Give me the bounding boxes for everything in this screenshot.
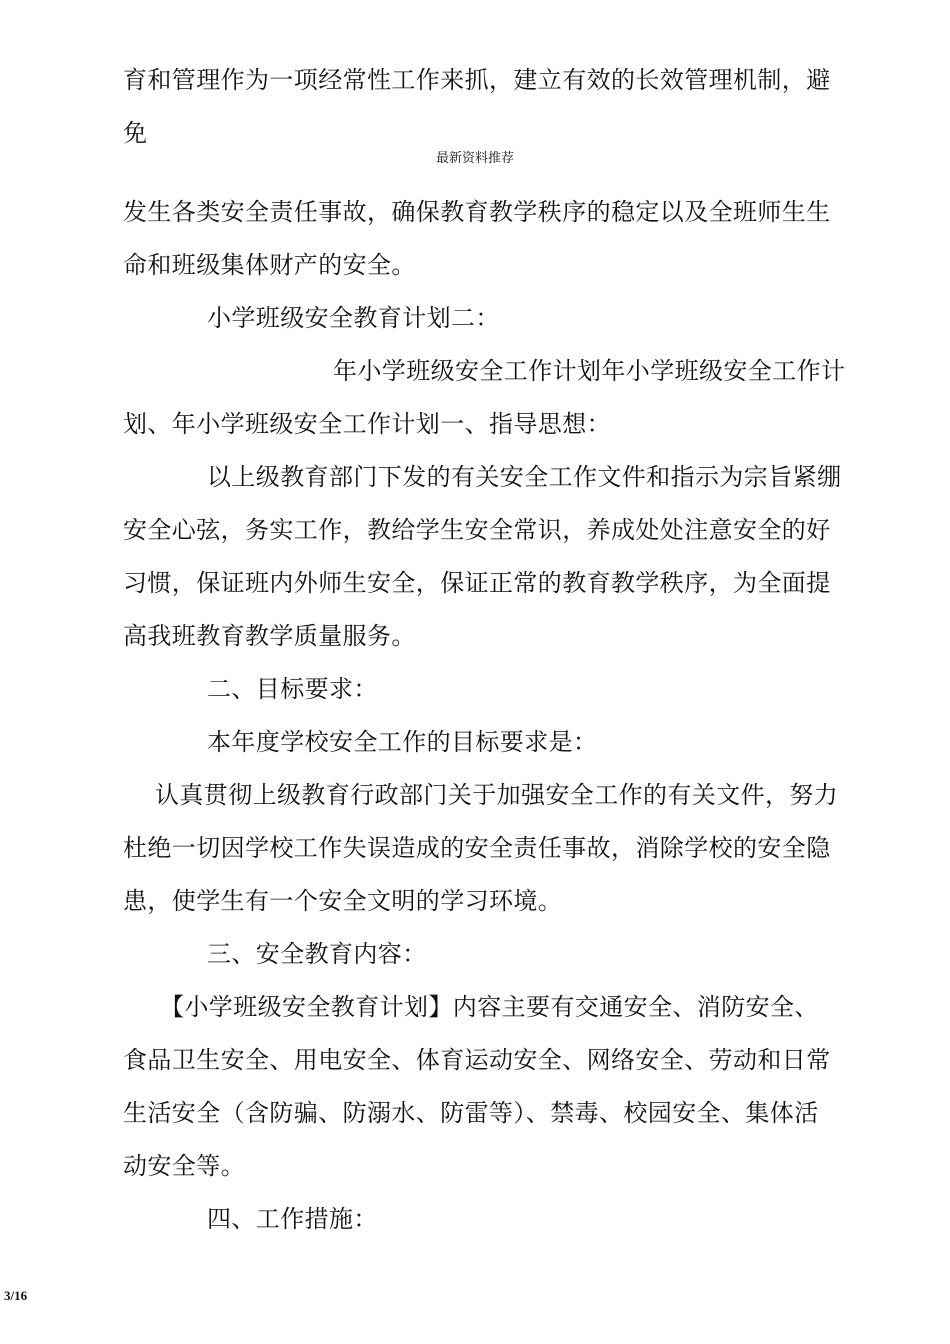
page-header: 最新资料推荐	[435, 151, 514, 166]
body-text-line: 免	[123, 119, 148, 147]
body-text-line: 高我班教育教学质量服务。	[123, 622, 416, 650]
body-text-line: 发生各类安全责任事故，确保教育教学秩序的稳定以及全班师生生	[123, 198, 831, 226]
body-text-line: 食品卫生安全、用电安全、体育运动安全、网络安全、劳动和日常	[123, 1046, 831, 1074]
body-text-line: 患，使学生有一个安全文明的学习环境。	[123, 887, 563, 915]
section-heading: 小学班级安全教育计划二：	[207, 304, 500, 332]
section-heading: 二、目标要求：	[207, 675, 378, 703]
section-heading: 三、安全教育内容：	[207, 940, 427, 968]
body-text-line: 划、年小学班级安全工作计划一、指导思想：	[123, 410, 611, 438]
body-text-line: 习惯，保证班内外师生安全，保证正常的教育教学秩序，为全面提	[123, 569, 831, 597]
body-text-line: 年小学班级安全工作计划年小学班级安全工作计	[333, 357, 846, 385]
body-text-line: 【小学班级安全教育计划】内容主要有交通安全、消防安全、	[160, 993, 819, 1021]
body-text-line: 本年度学校安全工作的目标要求是：	[207, 728, 598, 756]
section-heading: 四、工作措施：	[207, 1205, 378, 1233]
body-text-line: 杜绝一切因学校工作失误造成的安全责任事故，消除学校的安全隐	[123, 834, 831, 862]
body-text-line: 生活安全（含防骗、防溺水、防雷等）、禁毒、校园安全、集体活	[123, 1099, 819, 1127]
body-text-line: 以上级教育部门下发的有关安全工作文件和指示为宗旨紧绷	[207, 463, 842, 491]
page-number: 3/16	[4, 1288, 28, 1303]
body-text-line: 育和管理作为一项经常性工作来抓，建立有效的长效管理机制，避	[123, 66, 831, 94]
body-text-line: 安全心弦，务实工作，教给学生安全常识，养成处处注意安全的好	[123, 516, 831, 544]
body-text-line: 动安全等。	[123, 1152, 245, 1180]
body-text-line: 命和班级集体财产的安全。	[123, 251, 416, 279]
body-text-line: 认真贯彻上级教育行政部门关于加强安全工作的有关文件，努力	[155, 781, 839, 809]
